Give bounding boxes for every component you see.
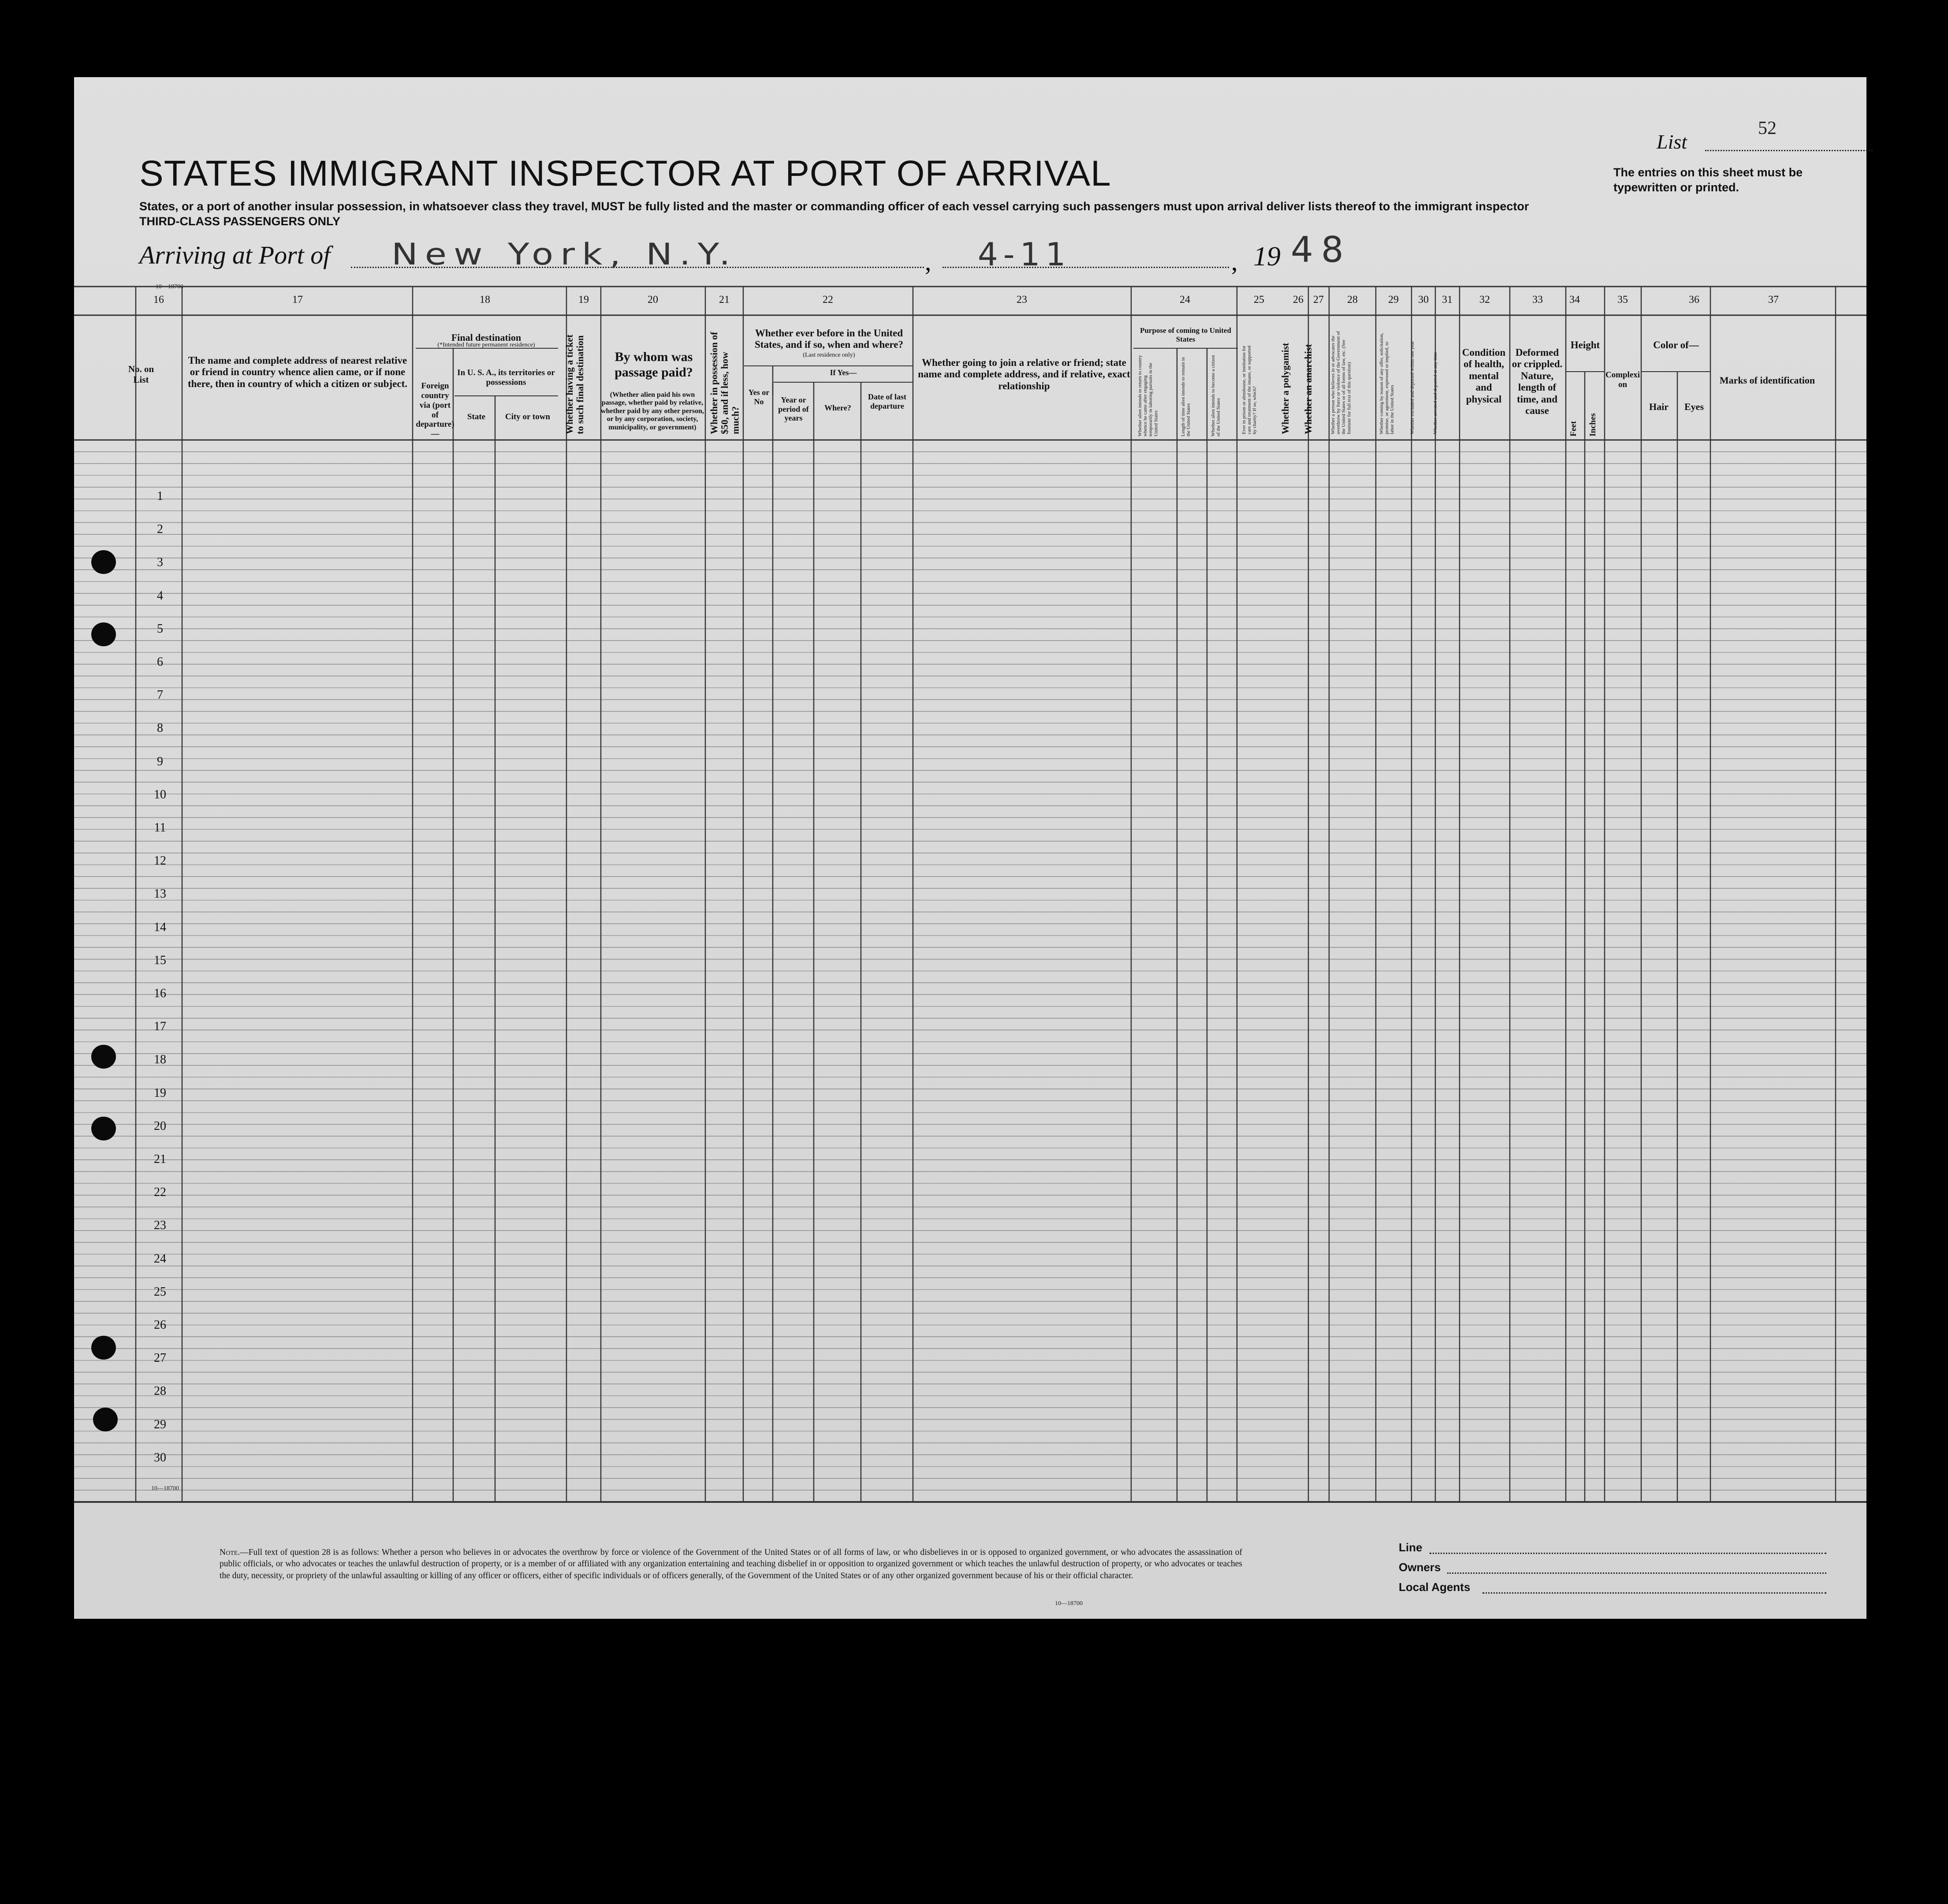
row-number: 19 [154,1086,166,1100]
col35-header: Complexion [1605,370,1640,389]
row-number: 16 [154,987,166,1000]
col32-header: Condition of health, mental and physical [1462,347,1506,405]
col30-header: Whether excluded and deported within one year [1410,341,1415,434]
col18-foreign: Foreign country via (port of departure)— [416,381,454,439]
row-number: 15 [154,953,166,967]
column-number: 25 [1254,294,1264,306]
col36-hair: Hair [1649,401,1669,412]
column-number: 32 [1479,294,1490,306]
row-number: 22 [154,1185,166,1200]
arriving-at-port-label: Arriving at Port of [139,241,331,269]
col37-header: Marks of identification [1719,375,1815,386]
punch-hole [91,1336,116,1360]
row-number: 29 [154,1417,166,1431]
list-number: 52 [1758,118,1777,138]
row-number: 4 [157,589,163,603]
row-number: 20 [154,1119,166,1133]
date-handwritten-value: 4-11 [978,236,1071,273]
row-number: 25 [154,1285,166,1299]
column-number: 19 [578,294,589,306]
col22-date: Date of last departure [868,392,906,410]
row-number: 26 [154,1318,166,1332]
punch-hole [91,550,116,574]
column-number: 33 [1532,294,1543,306]
comma-separator: , [1231,247,1238,276]
comma-separator: , [925,247,931,276]
passenger-class-line: THIRD-CLASS PASSENGERS ONLY [139,215,341,228]
form-code-top: 10—18700 [156,283,183,290]
col36-title: Color of— [1653,339,1699,350]
column-number: 34 [1569,294,1580,306]
column-number: 35 [1617,294,1628,306]
col18-city: City or town [505,412,551,421]
column-number: 17 [292,294,303,306]
col22-if-yes: If Yes— [830,368,857,377]
col22-yes-no: Yes or No [748,388,770,406]
col27-header: Whether an anarchist [1303,344,1314,434]
row-number: 21 [154,1152,166,1166]
row-number: 14 [154,920,166,934]
local-agents-label: Local Agents [1399,1580,1471,1594]
row-number: 24 [154,1252,166,1266]
col22-year: Year or period of years [778,395,809,423]
row-number: 7 [157,688,163,702]
form-code-footer: 10—18700 [1055,1600,1083,1607]
punch-hole [91,1045,116,1069]
row-number: 9 [157,754,163,768]
col31-header: Whether arrested and deported at any time [1433,352,1438,434]
row-number: 3 [157,555,163,570]
form-code-bottom: 10—18700 [151,1485,179,1492]
col36-eyes: Eyes [1684,401,1704,412]
col20-note: (Whether alien paid his own passage, whether paid by relative, whether paid by any other person, or by any corporation, society, municipality, or government) [600,391,704,431]
punch-hole [91,622,116,646]
column-number: 30 [1418,294,1429,306]
form-title: STATES IMMIGRANT INSPECTOR AT PORT OF ARRIVAL [139,153,1111,194]
manifest-grid [74,77,1866,1619]
punch-hole [93,1408,118,1431]
col20-title: By whom was passage paid? [615,350,693,380]
col22-where: Where? [824,403,851,412]
year-prefix: 19 [1253,242,1281,272]
note-label: Note. [220,1548,240,1557]
row-number: 30 [154,1450,166,1464]
line-field[interactable] [1430,1553,1826,1554]
column-number: 36 [1689,294,1699,306]
owners-field[interactable] [1447,1572,1826,1574]
local-agents-field[interactable] [1482,1592,1826,1594]
col24-c: Whether alien intends to become a citizen of the United States [1211,355,1222,436]
row-number: 17 [154,1020,166,1034]
row-number: 28 [154,1384,166,1398]
col18-note: (*Intended future permanent residence) [437,342,535,348]
row-number: 2 [157,522,163,537]
row-number: 18 [154,1053,166,1067]
column-number: 16 [153,294,164,306]
year-handwritten-suffix: 48 [1291,229,1352,270]
col29-header: Whether coming by reason of any offer, solicitation, promise, or agreement, expressed or implied, to labor in the United States [1379,333,1395,434]
port-handwritten-value: New York, N.Y. [391,236,737,272]
row-number: 11 [154,821,166,835]
col23-header: Whether going to join a relative or friend; state name and complete address, and if relative, exact relationship [918,357,1130,391]
row-number: 13 [154,887,166,901]
col17-header: The name and complete address of nearest relative or friend in country whence alien came, or if none there, then in country of which a citizen or subject. [187,355,408,389]
column-number: 18 [480,294,490,306]
row-number: 6 [157,655,163,669]
column-number: 24 [1180,294,1190,306]
col18-state: State [467,412,486,421]
col16-header: No. on List [128,364,154,385]
column-number: 22 [823,294,833,306]
note-text: —Full text of question 28 is as follows: Whether a person who believes in or advocates the overthrow by force or violence of the Government of the United States or of all forms of law, or who disbelieves in or is opposed to organized government, or who advocates the assassination of public officials, or who advocates or teaches the unlawful destruction of property, or is a member of or affiliated with any organization entertaining and teaching disbelief in or opposition to organized government or which teaches the unlawful destruction of property, or who advocates or teaches the duty, necessity, or propriety of the unlawful assaulting or killing of any officer or officers, either of specific individuals or of officers generally, of the Government of the United States or of any other organized government because of his or their official character. [220,1548,1242,1580]
col24-b: Length of time alien intends to remain in the United States [1181,357,1192,436]
row-number: 1 [157,489,163,503]
form-subtitle: States, or a port of another insular possession, in whatsoever class they travel, MUST be fully listed and the master or commanding officer of each vessel carrying such passengers must upon arrival deliver lists thereof to the immigrant inspector [139,200,1529,213]
typewritten-instructions: The entries on this sheet must be typewritten or printed. [1613,166,1803,194]
row-number: 5 [157,622,163,636]
col24-a: Whether alien intends to return to country whence he came after engaging temporarily in laboring pursuits in the United States [1137,355,1159,436]
row-number: 10 [154,787,166,801]
col19-header: Whether having a ticket to such final destination [564,334,586,434]
col28-header: Whether a person who believes in or advocates the overthrow by force or violence of the Government of the United States or of all forms of law, etc. (See footnote for full text of this question) [1330,331,1352,434]
column-number: 29 [1388,294,1399,306]
col25-header: Ever in prison or almshouse, or institution for care and treatment of the insane, or supported by charity? If so, which? [1241,345,1258,434]
column-number: 26 [1293,294,1304,306]
col21-header: Whether in possession of $50, and if less, how much? [708,332,741,434]
footnote-question-28 [220,1547,1242,1582]
row-number: 23 [154,1218,166,1233]
column-number: 37 [1768,294,1779,306]
col18-usa: In U. S. A., its territories or possessions [457,368,555,387]
line-label: Line [1399,1541,1423,1554]
column-number: 31 [1442,294,1453,306]
col22-note: (Last residence only) [803,352,855,358]
col18-title: Final destination [451,332,521,343]
col34-height: Height [1570,339,1600,350]
column-number: 27 [1313,294,1324,306]
row-number: 12 [154,854,166,868]
col22-title: Whether ever before in the United States, and if so, when and where? [755,328,903,350]
row-number: 27 [154,1351,166,1365]
col24-title: Purpose of coming to United States [1140,326,1231,343]
list-label: List [1657,130,1687,153]
row-number: 8 [157,721,163,735]
col26-header: Whether a polygamist [1280,343,1291,434]
column-number: 28 [1347,294,1358,306]
col33-header: Deformed or crippled. Nature, length of time, and cause [1512,347,1563,417]
manifest-sheet [74,77,1866,1619]
punch-hole [91,1117,116,1140]
owners-label: Owners [1399,1561,1441,1574]
col34-inches: Inches [1588,413,1598,436]
column-number: 21 [719,294,730,306]
col34-feet: Feet [1569,421,1578,436]
column-number: 20 [648,294,658,306]
column-number: 23 [1017,294,1027,306]
